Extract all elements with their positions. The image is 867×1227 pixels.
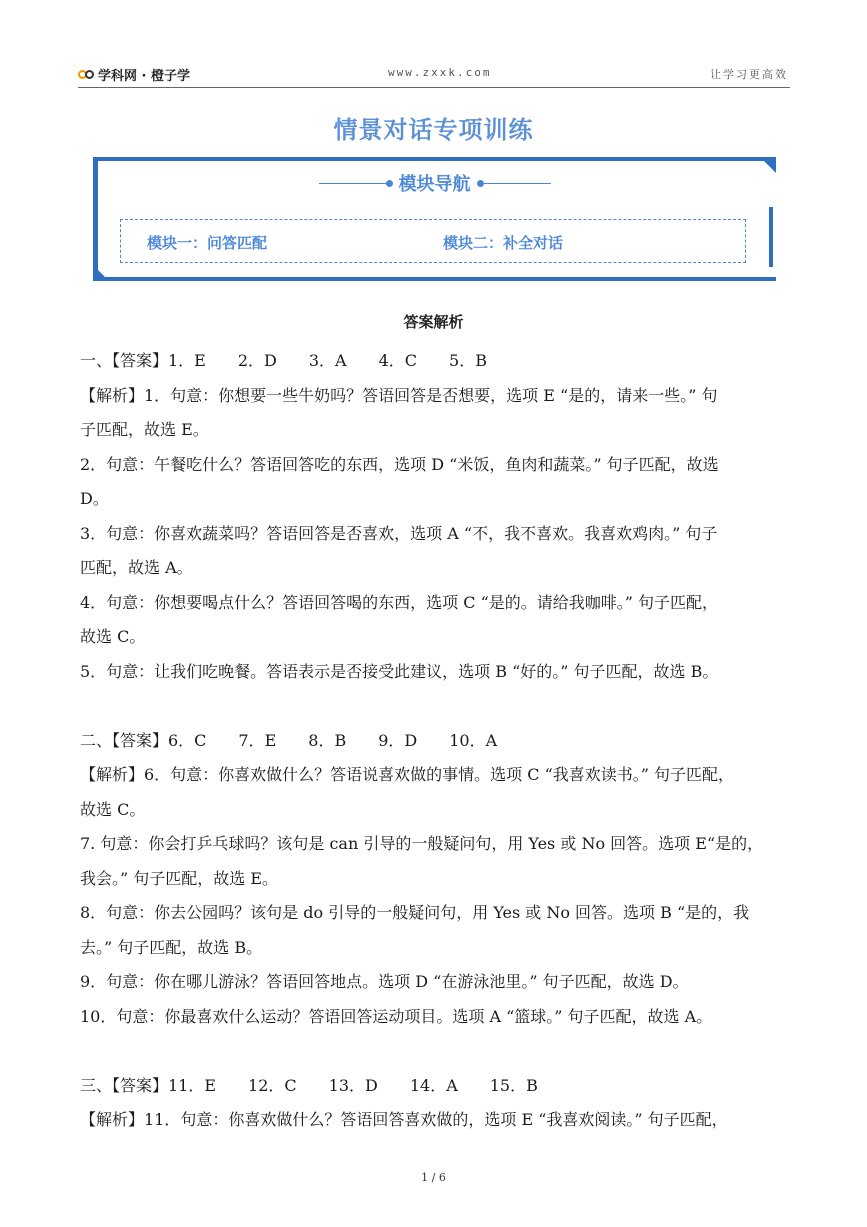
text-line: 三、【答案】11．E 12．C 13．D 14．A 15．B	[80, 1075, 538, 1095]
text-line: 8．句意：你去公园吗？该句是 do 引导的一般疑问句，用 Yes 或 No 回答。选项 B “是的，我	[80, 903, 750, 922]
text-line: 【解析】6．句意：你喜欢做什么？答语说喜欢做的事情。选项 C “我喜欢读书。” 句子匹配，	[80, 765, 735, 784]
nav-title-text: 模块导航	[398, 174, 471, 196]
document-title: 情景对话专项训练	[333, 115, 534, 144]
text-line: 二、【答案】6．C 7．E 8．B 9．D 10．A	[80, 730, 498, 750]
text-line: 故选 C。	[80, 799, 146, 819]
text-line: 我会。” 句子匹配，故选 E。	[80, 868, 279, 888]
text-line: D。	[80, 489, 109, 508]
decor-line	[319, 183, 389, 185]
nav-title	[319, 170, 551, 196]
text-line: 2．句意：午餐吃什么？答语回答吃的东西，选项 D “米饭，鱼肉和蔬菜。” 句子匹配，故选	[80, 454, 719, 474]
module-navigation-box	[93, 157, 776, 281]
section-title: 答案解析	[403, 313, 464, 331]
text-line: 【解析】11．句意：你喜欢做什么？答语回答喜欢做的，选项 E “我喜欢阅读。” 句子匹配，	[80, 1110, 728, 1129]
text-line: 故选 C。	[80, 627, 146, 646]
paragraph-gap	[80, 689, 792, 724]
text-line: 5．句意：让我们吃晚餐。答语表示是否接受此建议，选项 B “好的。” 句子匹配，故选 B。	[80, 661, 719, 681]
text-line: 7. 句意：你会打乒乓球吗？该句是 can 引导的一般疑问句，用 Yes 或 No 回答。选项 E“是的，	[80, 834, 764, 853]
page-header	[78, 60, 790, 88]
text-line: 匹配，故选 A。	[80, 558, 193, 577]
nav-item-module-1[interactable]: 模块一：问答匹配	[147, 234, 268, 252]
header-rule	[78, 87, 790, 88]
text-line: 一、【答案】1．E 2．D 3．A 4．C 5．B	[80, 351, 487, 370]
header-slogan: 让学习更高效	[710, 68, 788, 81]
nav-top-bar	[93, 157, 776, 161]
site-url: www.zxxk.com	[388, 66, 492, 79]
nav-item-module-2[interactable]: 模块二：补全对话	[443, 234, 564, 252]
nav-bottom-bar	[93, 277, 776, 281]
text-line: 10．句意：你最喜欢什么运动？答语回答运动项目。选项 A “篮球。” 句子匹配，故选 A。	[80, 1006, 713, 1026]
text-line: 【解析】1．句意：你想要一些牛奶吗？答语回答是否想要，选项 E “是的，请来一些。” 句	[80, 385, 718, 405]
page-number: 1 / 6	[421, 1171, 446, 1184]
text-line: 3．句意：你喜欢蔬菜吗？答语回答是否喜欢，选项 A “不，我不喜欢。我喜欢鸡肉。” 句子	[80, 523, 718, 543]
nav-side-line	[769, 207, 773, 267]
site-logo	[78, 65, 190, 84]
nav-corner-decoration	[93, 265, 109, 281]
logo-icon	[78, 69, 94, 81]
decor-line	[481, 183, 551, 185]
nav-items-frame	[120, 219, 746, 263]
logo-text: 学科网 · 橙子学	[98, 69, 190, 84]
answer-content	[80, 344, 792, 1138]
paragraph-gap	[80, 1034, 792, 1069]
text-line: 子匹配，故选 E。	[80, 420, 209, 439]
text-line: 4．句意：你想要喝点什么？答语回答喝的东西，选项 C “是的。请给我咖啡。” 句子匹配，	[80, 592, 719, 612]
text-line: 去。” 句子匹配，故选 B。	[80, 937, 263, 957]
text-line: 9．句意：你在哪儿游泳？答语回答地点。选项 D “在游泳池里。” 句子匹配，故选 D。	[80, 972, 689, 991]
